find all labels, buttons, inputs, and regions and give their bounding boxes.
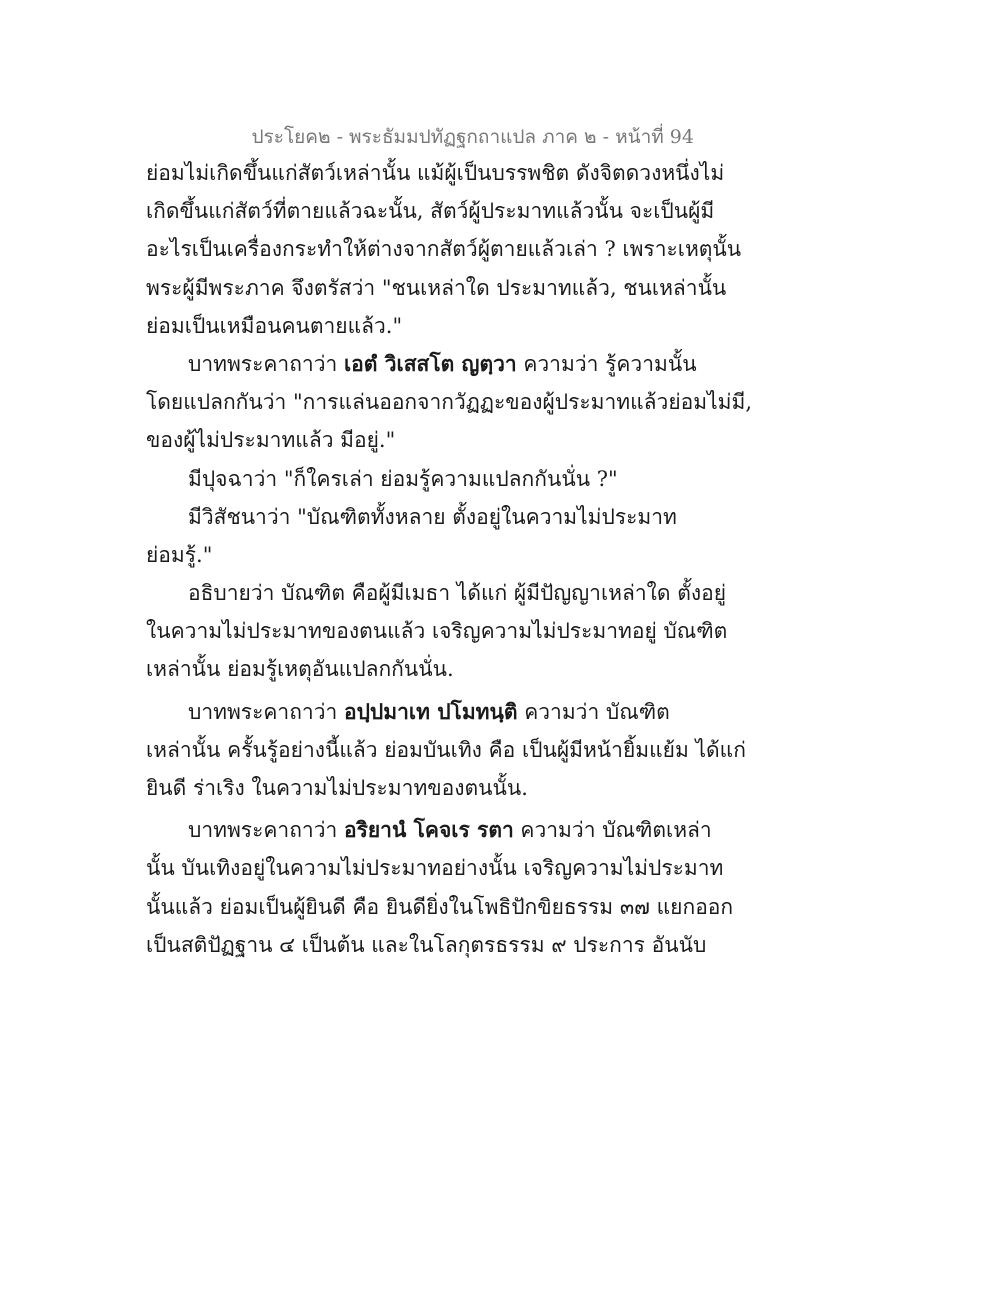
line-suffix: ความว่า บัณฑิต	[517, 699, 670, 724]
text-line: ย่อมเป็นเหมือนคนตายแล้ว."	[146, 313, 403, 338]
pali-term: อปฺปมาเท ปโมทนฺติ	[343, 698, 518, 724]
text-line-with-term	[146, 345, 706, 383]
text-line: เป็นสติปัฏฐาน ๔ เป็นต้น และในโลกุตรธรรม ๙ ประการ อันนับ	[146, 932, 707, 957]
text-line: ย่อมไม่เกิดขึ้นแก่สัตว์เหล่านั้น แม้ผู้เป็นบรรพชิต ดังจิตดวงหนึ่งไม่	[146, 161, 725, 185]
pali-term: เอตํ วิเสสโต ญตฺวา	[343, 350, 517, 376]
page-header: ประโยค๒ - พระธัมมปทัฏฐกถาแปล ภาค ๒ - หน้าที่ 94	[251, 126, 694, 148]
text-line: มีวิสัชนาว่า "บัณฑิตทั้งหลาย ตั้งอยู่ในความไม่ประมาท	[188, 504, 677, 529]
text-line: ยินดี ร่าเริง ในความไม่ประมาทของตนนั้น.	[146, 776, 528, 800]
text-line: เหล่านั้น ย่อมรู้เหตุอันแปลกกันนั่น.	[146, 657, 454, 682]
text-line: เกิดขึ้นแก่สัตว์ที่ตายแล้วฉะนั้น, สัตว์ผู้ประมาทแล้วนั้น จะเป็นผู้มี	[146, 199, 715, 224]
text-line: พระผู้มีพระภาค จึงตรัสว่า "ชนเหล่าใด ประมาทแล้ว, ชนเหล่านั้น	[146, 275, 727, 300]
text-line: นั้นแล้ว ย่อมเป็นผู้ยินดี คือ ยินดียิ่งในโพธิปักขิยธรรม ๓๗ แยกออก	[146, 894, 734, 919]
line-prefix: บาทพระคาถาว่า	[188, 699, 344, 724]
document-body	[146, 154, 752, 964]
text-line: มีปุจฉาว่า "ก็ใครเล่า ย่อมรู้ความแปลกกันนั่น ?"	[188, 466, 618, 491]
text-line: ย่อมรู้."	[146, 542, 213, 567]
text-line: อะไรเป็นเครื่องกระทำให้ต่างจากสัตว์ผู้ตายแล้วเล่า ? เพราะเหตุนั้น	[146, 237, 742, 262]
text-line-with-term	[146, 693, 706, 731]
pali-term: อริยานํ โคจเร รตา	[343, 817, 514, 843]
text-line: โดยแปลกกันว่า "การแล่นออกจากวัฏฏะของผู้ประมาทแล้วย่อมไม่มี,	[146, 390, 752, 415]
line-prefix: บาทพระคาถาว่า	[188, 818, 344, 843]
text-line: ของผู้ไม่ประมาทแล้ว มีอยู่."	[146, 428, 396, 453]
text-line-with-term	[146, 811, 712, 849]
text-line: ในความไม่ประมาทของตนแล้ว เจริญความไม่ประมาทอยู่ บัณฑิต	[146, 619, 728, 644]
line-prefix: บาทพระคาถาว่า	[188, 351, 344, 376]
line-suffix: ความว่า รู้ความนั้น	[516, 351, 697, 376]
text-line: เหล่านั้น ครั้นรู้อย่างนี้แล้ว ย่อมบันเทิง คือ เป็นผู้มีหน้ายิ้มแย้ม ได้แก่	[146, 737, 746, 762]
text-line: นั้น บันเทิงอยู่ในความไม่ประมาทอย่างนั้น เจริญความไม่ประมาท	[146, 856, 724, 881]
line-suffix: ความว่า บัณฑิตเหล่า	[513, 818, 712, 843]
text-line: อธิบายว่า บัณฑิต คือผู้มีเมธา ได้แก่ ผู้มีปัญญาเหล่าใด ตั้งอยู่	[188, 581, 727, 606]
